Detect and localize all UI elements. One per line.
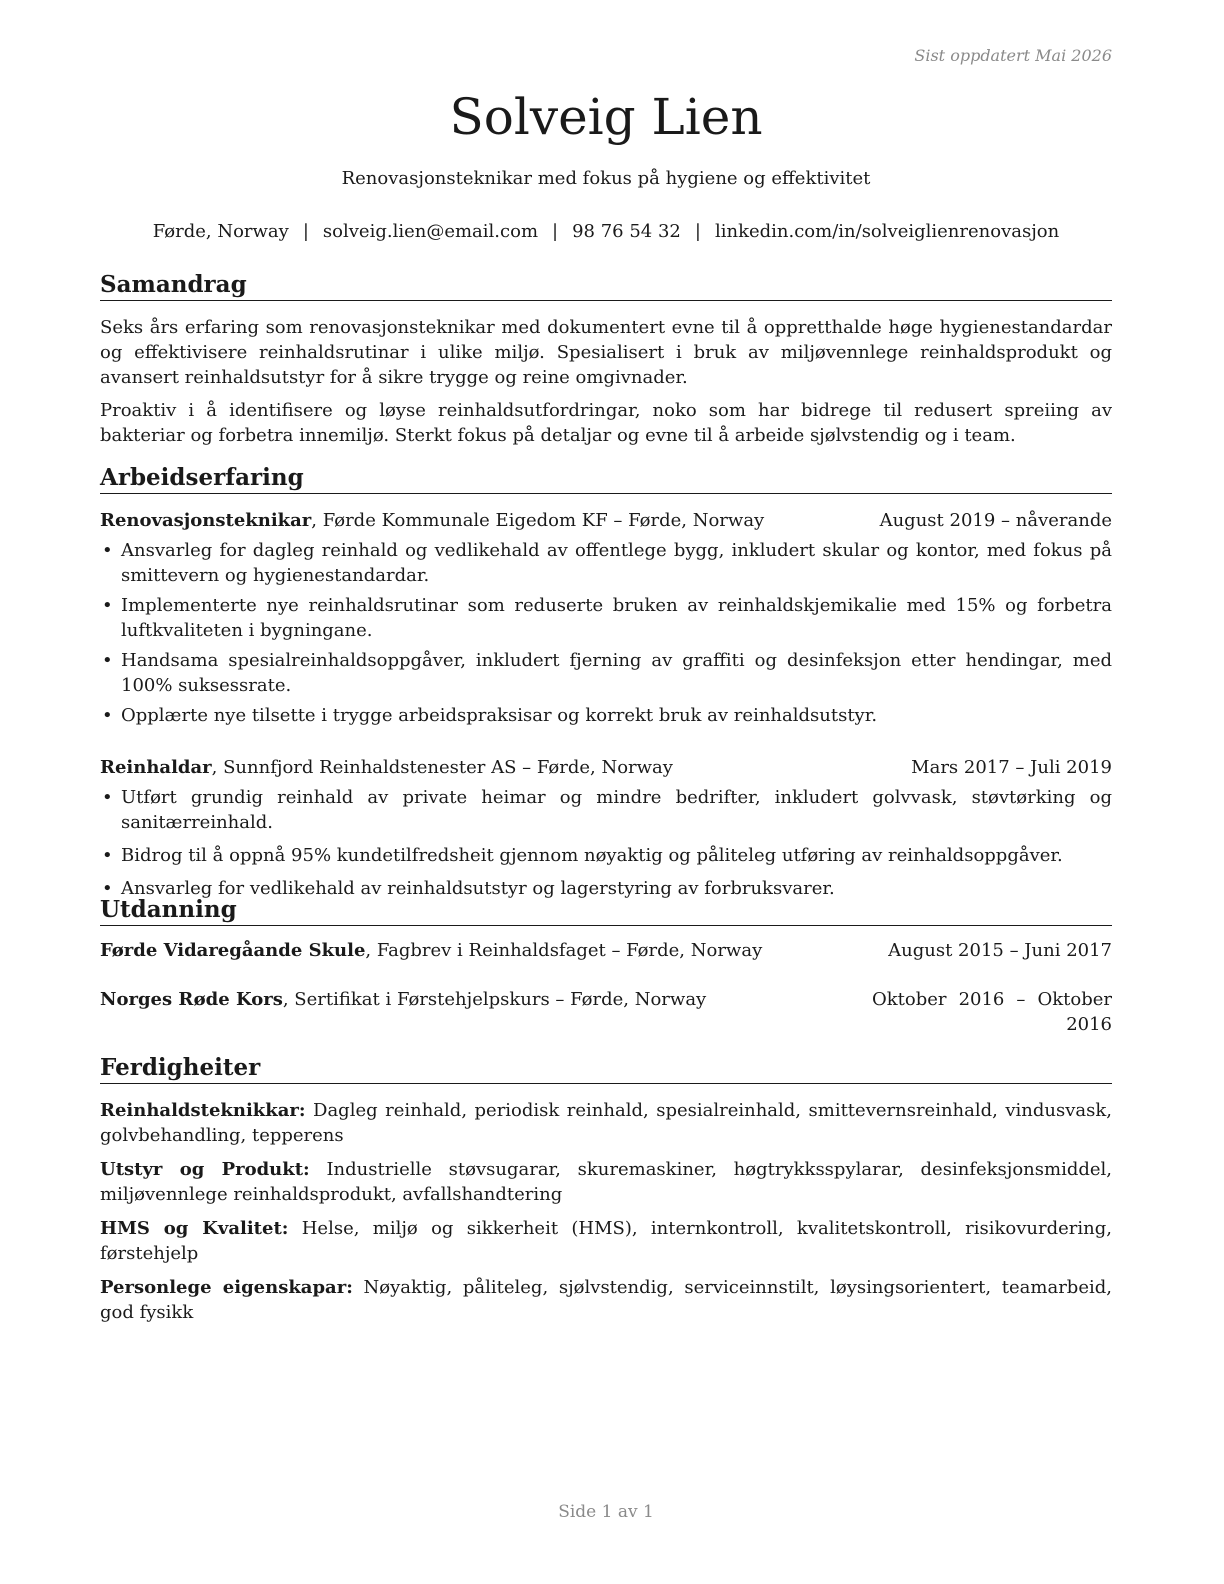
job-header (100, 508, 1112, 533)
contact-separator: | (552, 221, 559, 242)
contact-location: Førde, Norway (152, 221, 289, 242)
school-name: Norges Røde Kors (100, 989, 283, 1010)
job-header (100, 755, 1112, 780)
list-item: • Handsama spesialreinhaldsoppgåver, inkludert fjerning av graffiti og desinfeksjon etter hendingar, med 100% suksessrate. (100, 648, 1112, 698)
job-dates: Mars 2017 – Juli 2019 (911, 757, 1112, 778)
section-title: Samandrag (100, 271, 1112, 301)
summary-section (100, 271, 1112, 448)
list-item: • Bidrog til å oppnå 95% kundetilfredsheit gjennom nøyaktig og påliteleg utføring av reinhaldsoppgåver. (100, 843, 1112, 868)
education-dates: August 2015 – Juni 2017 (888, 940, 1112, 961)
job-role: Renovasjonsteknikar (100, 510, 312, 531)
section-title: Arbeidserfaring (100, 464, 1112, 494)
job-bullets (100, 785, 1112, 901)
skill-label: Reinhaldsteknikkar: (100, 1100, 306, 1121)
last-updated: Sist oppdatert Mai 2026 (914, 46, 1112, 65)
job-employer: , Førde Kommunale Eigedom KF – Førde, Norway (311, 510, 765, 531)
education-detail: , Sertifikat i Førstehjelpskurs – Førde, Norway (282, 989, 707, 1010)
education-section (100, 896, 1112, 1035)
job-bullets (100, 538, 1112, 728)
candidate-name: Solveig Lien (449, 88, 763, 146)
tagline: Renovasjonsteknikar med fokus på hygiene og effektivitet (341, 168, 871, 189)
skill-group (100, 1275, 1112, 1325)
skill-text: Nøyaktig, påliteleg, sjølvstendig, serviceinnstilt, løysingsorientert, teamarbeid, god fysikk (100, 1277, 1112, 1323)
list-item: • Opplærte nye tilsette i trygge arbeidspraksisar og korrekt bruk av reinhaldsutstyr. (100, 703, 1112, 728)
list-item: • Implementerte nye reinhaldsrutinar som reduserte bruken av reinhaldskjemikalie med 15% og forbetra luftkvaliteten i bygningane. (100, 593, 1112, 643)
contact-linkedin[interactable]: linkedin.com/in/solveiglienrenovasjon (714, 221, 1060, 242)
list-item: • Utført grundig reinhald av private heimar og mindre bedrifter, inkludert golvvask, støvtørking og sanitærreinhald. (100, 785, 1112, 835)
education-detail: , Fagbrev i Reinhaldsfaget – Førde, Norway (365, 940, 763, 961)
contact-separator: | (694, 221, 701, 242)
contact-email[interactable]: solveig.lien@email.com (322, 221, 539, 242)
skill-group (100, 1216, 1112, 1266)
job-dates: August 2019 – nåverande (879, 510, 1112, 531)
contact-line (100, 219, 1112, 244)
skill-label: HMS og Kvalitet: (100, 1218, 289, 1239)
experience-section (100, 464, 1112, 901)
summary-paragraph: Proaktiv i å identifisere og løyse reinhaldsutfordringar, noko som har bidrege til redusert spreiing av bakteriar og forbetra innemiljø. Sterkt fokus på detaljar og evne til å arbeide sjølvstendig og i team. (100, 400, 1112, 446)
skill-text: Dagleg reinhald, periodisk reinhald, spesialreinhald, smittevernsreinhald, vindusvask, golvbehandling, tepperens (100, 1100, 1112, 1146)
list-item: • Ansvarleg for vedlikehald av reinhaldsutstyr og lagerstyring av forbruksvarer. (100, 876, 1112, 901)
skill-group (100, 1157, 1112, 1207)
skill-text: Helse, miljø og sikkerheit (HMS), internkontroll, kvalitetskontroll, risikovurdering, førstehjelp (100, 1218, 1112, 1264)
summary-paragraph: Seks års erfaring som renovasjonsteknikar med dokumentert evne til å oppretthalde høge hygienestandardar og effektivisere reinhaldsrutinar i ulike miljø. Spesialisert i bruk av miljøvennlege reinhaldsprodukt og avansert reinhaldsutstyr for å sikre trygge og reine omgivnader. (100, 317, 1112, 388)
list-item: • Ansvarleg for dagleg reinhald og vedlikehald av offentlege bygg, inkludert skular og kontor, med fokus på smittevern og hygienestandardar. (100, 538, 1112, 588)
job-employer: , Sunnfjord Reinhaldstenester AS – Førde, Norway (211, 757, 673, 778)
education-dates: Oktober 2016 – Oktober 2016 (872, 989, 1112, 1035)
skills-section (100, 1054, 1112, 1325)
skill-label: Utstyr og Produkt: (100, 1159, 310, 1180)
school-name: Førde Vidaregåande Skule (100, 940, 366, 961)
education-item (100, 987, 1112, 1035)
contact-phone: 98 76 54 32 (572, 221, 681, 242)
section-title: Ferdigheiter (100, 1054, 1112, 1084)
resume-page (100, 0, 1112, 1584)
skill-label: Personlege eigenskapar: (100, 1277, 353, 1298)
section-title: Utdanning (100, 896, 1112, 926)
skill-group (100, 1098, 1112, 1148)
skill-text: Industrielle støvsugarar, skuremaskiner, høgtrykksspylarar, desinfeksjonsmiddel, miljøvennlege reinhaldsprodukt, avfallshandtering (100, 1159, 1112, 1205)
page-number: Side 1 av 1 (558, 1502, 654, 1522)
job-role: Reinhaldar (100, 757, 212, 778)
contact-separator: | (302, 221, 309, 242)
education-item (100, 938, 1112, 963)
